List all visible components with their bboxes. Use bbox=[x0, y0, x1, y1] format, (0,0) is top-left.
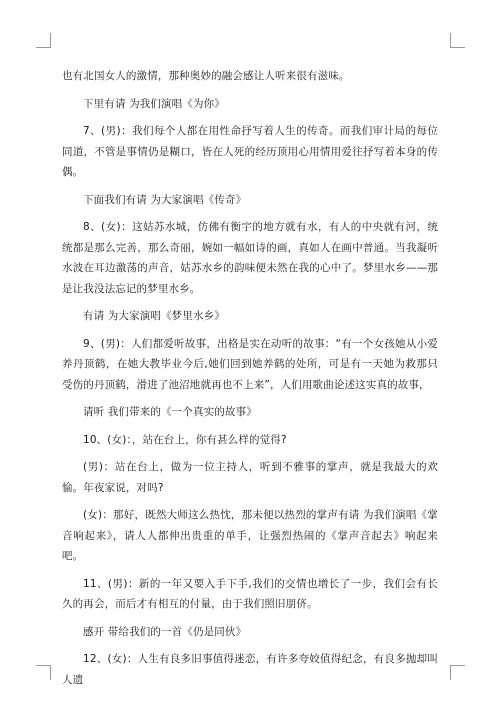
crop-mark-top-right bbox=[450, 33, 465, 48]
paragraph: 7、(男)：我们每个人都在用性命抒写着人生的传奇。而我们审计局的每位同道，不管是事情仍是糊口，皆在人死的经历顶用心用情用爱往抒写着本身的传偶。 bbox=[62, 125, 438, 178]
paragraph: 11、(男)：新的一年又要入手下手,我们的交情也增长了一步，我们会有长久的再会，而后才有相互的付量，由于我们照旧朋侪。 bbox=[62, 577, 438, 610]
paragraph: (女)：那好，既然大师这么热忱，那未便以热烈的掌声有请 为我们演唱《掌音响起来》，请人人都伸出贵重的单手，让强烈热闹的《掌声音起去》响起来吧。 bbox=[62, 509, 438, 562]
paragraph: 下面我们有请 为大家演唱《传奇》 bbox=[83, 193, 247, 206]
paragraph: 感开 带给我们的一首《仍是同伙》 bbox=[83, 625, 247, 638]
paragraph: 也有北国女人的激情，那种奥妙的融会感让人听来很有滋味。 bbox=[62, 70, 350, 82]
paragraph: (男)：站在台上，做为一位主持人，听到不雅事的掌声，就是我最大的欢愉。年夜家说，对吗? bbox=[62, 461, 438, 494]
document-body bbox=[62, 66, 438, 697]
paragraph: 下里有请 为我们演唱《为你》 bbox=[83, 97, 225, 110]
paragraph: 9、(男)：人们都爱听故事，出格是实在动听的故事：“有一个女孩她从小爱养丹顶鹤，在她大教毕业今后,她们回到她养鹤的处所，可是有一天她为救那只受伤的丹顶鹤，滑进了池沼地就再也不上来”，人们用歌曲论述这实真的故事， bbox=[62, 337, 438, 391]
crop-mark-top-left bbox=[36, 33, 51, 48]
paragraph: 10、(女)：，站在台上，你有甚么样的觉得? bbox=[83, 433, 287, 446]
crop-mark-bottom-left bbox=[36, 665, 51, 680]
paragraph: 请听 我们带来的《一个真实的故事》 bbox=[83, 406, 257, 418]
paragraph: 8、(女)：这姑苏水城，仿佛有衡宇的地方就有水，有人的中央就有河，统统都是那么完善，那么奇丽，婉如一幅如诗的画，真如人在画中普通。当我凝听水波在耳边激荡的声音，姑苏水乡的韵味便未然在我的心中了。梦里水乡——那是让我没法忘记的梦里水乡。 bbox=[62, 221, 438, 295]
crop-mark-bottom-right bbox=[450, 665, 465, 680]
paragraph: 有请 为大家演唱《梦里水乡》 bbox=[83, 310, 225, 322]
paragraph: 12、(女)：人生有良多旧事值得迷恋，有许多夸姣值得纪念，有良多抛却叫人遗 bbox=[62, 653, 438, 686]
